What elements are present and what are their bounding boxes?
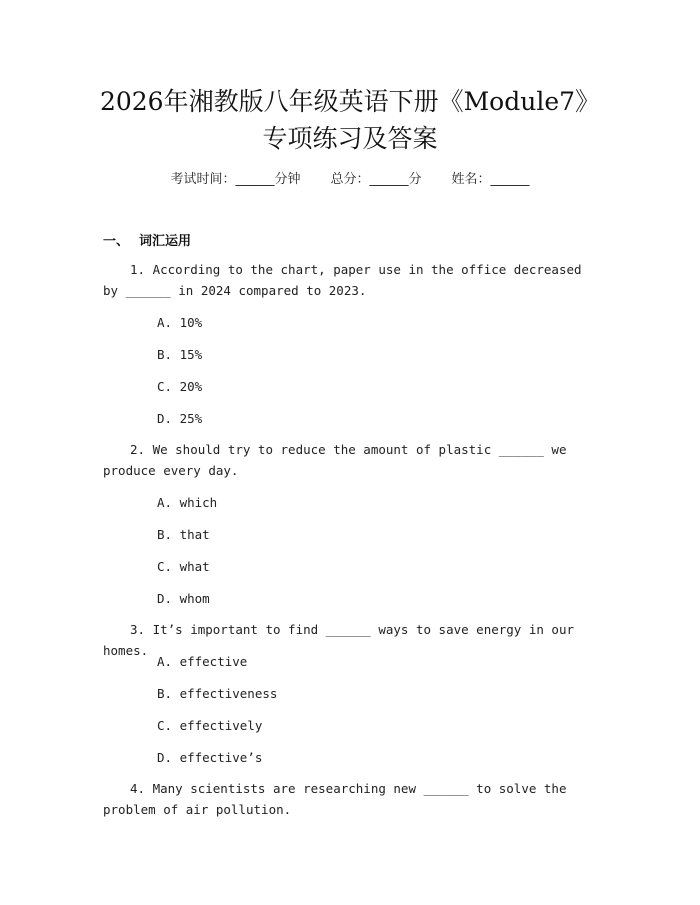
section-number: 一、: [103, 234, 130, 249]
question-2-option-c: C. what: [157, 559, 210, 574]
question-3-option-c: C. effectively: [157, 718, 263, 733]
question-1-option-b: B. 15%: [157, 347, 203, 362]
question-1: 1. According to the chart, paper use in the office decreased by ______ in 2024 compared to 2023.: [103, 262, 582, 298]
exam-score: 总分：______分: [330, 172, 422, 187]
question-4: 4. Many scientists are researching new ______ to solve the problem of air pollution.: [103, 781, 567, 817]
question-3: 3. It’s important to find ______ ways to save energy in our homes.: [103, 622, 575, 658]
section-title: 词汇运用: [139, 234, 192, 249]
question-3-option-b: B. effectiveness: [157, 686, 278, 701]
exam-meta: [0, 168, 700, 187]
question-3-option-a: A. effective: [157, 654, 248, 669]
question-1-option-a: A. 10%: [157, 315, 203, 330]
question-2-option-a: A. which: [157, 495, 218, 510]
question-2-option-b: B. that: [157, 527, 210, 542]
question-2-option-d: D. whom: [157, 591, 210, 606]
student-name: 姓名：______: [451, 172, 530, 187]
question-2: 2. We should try to reduce the amount of plastic ______ we produce every day.: [103, 442, 567, 478]
question-1-option-d: D. 25%: [157, 411, 203, 426]
page-title-line1: 2026年湘教版八年级英语下册《Module7》: [99, 87, 601, 116]
exam-time: 考试时间：______分钟: [170, 172, 301, 187]
section-heading: [103, 230, 191, 249]
question-1-option-c: C. 20%: [157, 379, 203, 394]
page-title-line2: 专项练习及答案: [262, 124, 438, 153]
question-3-option-d: D. effective’s: [157, 750, 263, 765]
